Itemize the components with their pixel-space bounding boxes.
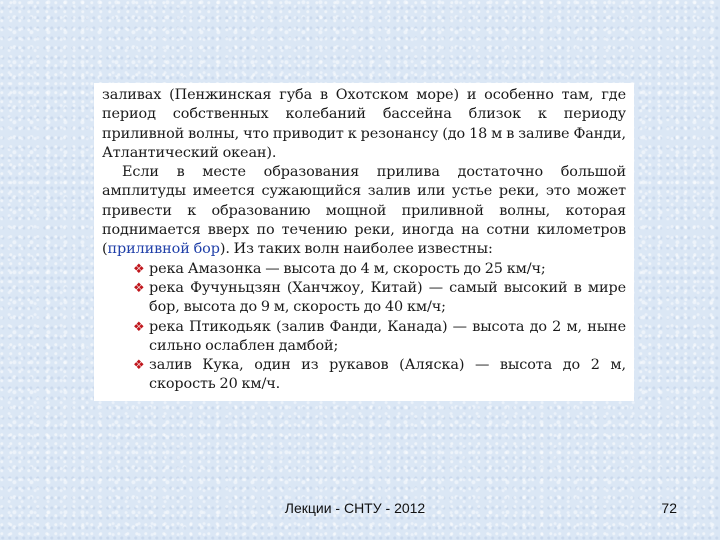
paragraph-2-end: ). Из таких волн наиболее известны:	[219, 241, 493, 258]
page-number: 72	[661, 500, 677, 516]
footer-text: Лекции - СНТУ - 2012	[284, 500, 426, 516]
list-item-text: река Амазонка — высота до 4 м, скорость до 25 км/ч;	[149, 260, 546, 277]
paragraph-1: заливах (Пенжинская губа в Охотском море) и особенно там, где период собственных колебаний бассейна близок к периоду приливной волны, что приводит к резонансу (до 18 м в заливе Фанди, Атлантический океан).	[102, 87, 626, 161]
list-item-text: река Фучуньцзян (Ханчжоу, Китай) — самый высокий в мире бор, высота до 9 м, скорость до 40 км/ч;	[149, 279, 626, 316]
diamond-bullet-icon: ❖	[133, 319, 145, 335]
bore-list	[102, 260, 626, 395]
diamond-bullet-icon: ❖	[133, 280, 145, 296]
scanned-text-panel	[94, 83, 634, 401]
paragraph-2	[102, 163, 626, 259]
diamond-bullet-icon: ❖	[133, 358, 145, 374]
diamond-bullet-icon: ❖	[133, 261, 145, 277]
paragraph-2-start: Если в месте образования прилива достаточно большой амплитуды имеется сужающийся залив или устье реки, это может привести к образованию мощной приливной волны, которая поднимается вверх по течению реки, иногда на сотни километров (	[102, 164, 626, 258]
list-item-text: залив Кука, один из рукавов (Аляска) — высота до 2 м, скорость 20 км/ч.	[149, 357, 626, 393]
list-item	[102, 318, 626, 357]
list-item	[102, 279, 626, 318]
list-item-text: река Птикодьяк (залив Фанди, Канада) — высота до 2 м, ныне сильно ослаблен дамбой;	[149, 318, 626, 354]
list-item	[102, 356, 626, 395]
list-item	[102, 260, 626, 279]
term-tidal-bore: приливной бор	[107, 241, 220, 258]
